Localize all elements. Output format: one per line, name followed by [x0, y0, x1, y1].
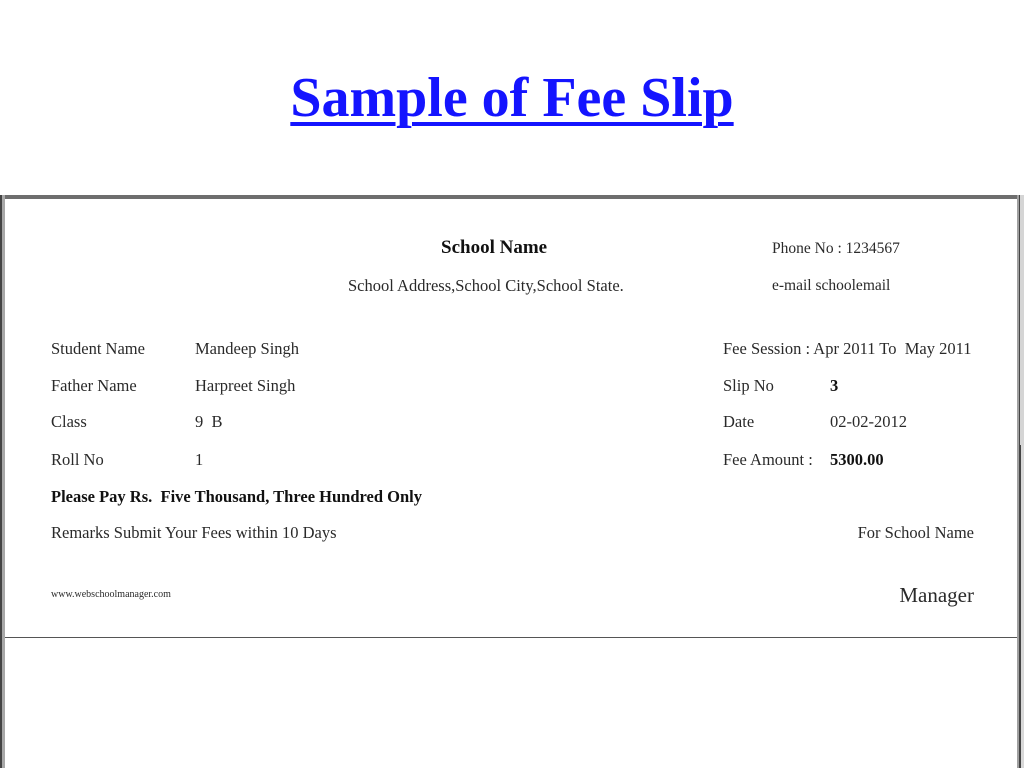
slide-title: Sample of Fee Slip: [290, 67, 734, 129]
slip-no-value: 3: [830, 376, 839, 395]
class-value: 9 B: [195, 412, 223, 431]
for-school-name: For School Name: [857, 523, 974, 542]
email-address: e-mail schoolemail: [772, 277, 891, 294]
father-name-value: Harpreet Singh: [195, 376, 296, 395]
slip-right-edge-highlight: [1020, 195, 1024, 445]
slip-top-border: [0, 195, 1024, 199]
school-address: School Address,School City,School State.: [348, 276, 624, 295]
remarks: Remarks Submit Your Fees within 10 Days: [51, 523, 337, 542]
date-value: 02-02-2012: [830, 412, 907, 431]
fee-amount-label: Fee Amount :: [723, 450, 813, 469]
student-name-value: Mandeep Singh: [195, 339, 300, 358]
fee-amount-value: 5300.00: [830, 450, 884, 469]
website-url: www.webschoolmanager.com: [51, 589, 171, 600]
class-label: Class: [51, 412, 87, 431]
fee-session: Fee Session : Apr 2011 To May 2011: [723, 339, 972, 358]
slip-no-label: Slip No: [723, 376, 774, 395]
father-name-label: Father Name: [51, 376, 137, 395]
student-name-label: Student Name: [51, 339, 145, 358]
date-label: Date: [723, 412, 755, 431]
amount-in-words: Please Pay Rs. Five Thousand, Three Hundred Only: [51, 487, 423, 506]
slip-divider: [5, 637, 1017, 638]
fee-slip: [0, 195, 1024, 768]
roll-no-label: Roll No: [51, 450, 104, 469]
phone-number: Phone No : 1234567: [772, 240, 900, 257]
school-name: School Name: [441, 237, 548, 258]
signatory-manager: Manager: [899, 583, 974, 607]
roll-no-value: 1: [195, 450, 204, 469]
slip-left-border: [0, 195, 5, 768]
